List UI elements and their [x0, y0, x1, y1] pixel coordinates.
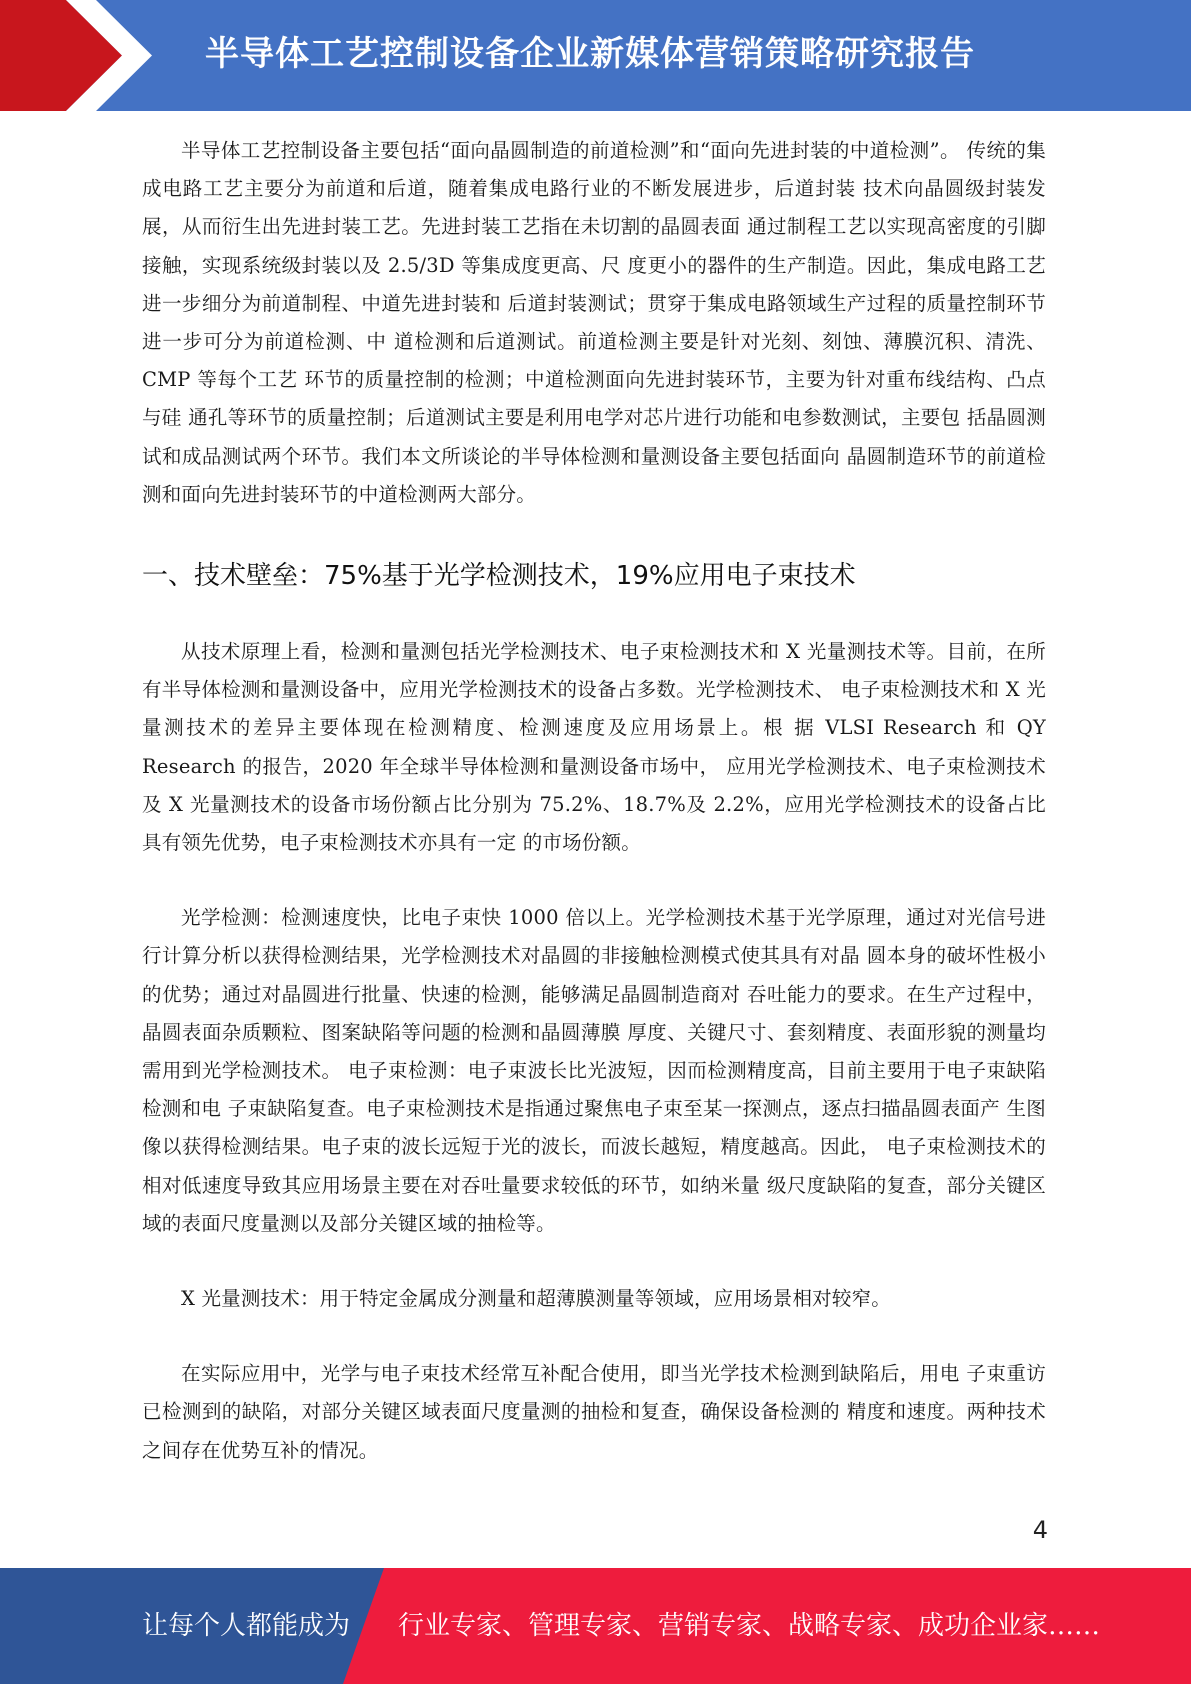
page-number: 4 [1032, 1516, 1048, 1544]
page-footer [0, 1568, 1191, 1684]
paragraph-complementary-use: 在实际应用中，光学与电子束技术经常互补配合使用，即当光学技术检测到缺陷后，用电 子束重访已检测到的缺陷，对部分关键区域表面尺度量测的抽检和复查，确保设备检测的 精度和速度。两种技术之间存在优势互补的情况。 [142, 1362, 1046, 1462]
intro-paragraph: 半导体工艺控制设备主要包括“面向晶圆制造的前道检测”和“面向先进封装的中道检测”。 传统的集成电路工艺主要分为前道和后道，随着集成电路行业的不断发展进步，后道封装 技术向晶圆级封装发展，从而衍生出先进封装工艺。先进封装工艺指在未切割的晶圆表面 通过制程工艺以实现高密度的引脚接触，实现系统级封装以及 2.5/3D 等集成度更高、尺 度更小的器件的生产制造。因此，集成电路工艺进一步细分为前道制程、中道先进封装和 后道封装测试；贯穿于集成电路领域生产过程的质量控制环节进一步可分为前道检测、中 道检测和后道测试。前道检测主要是针对光刻、刻蚀、薄膜沉积、清洗、CMP 等每个工艺 环节的质量控制的检测；中道检测面向先进封装环节，主要为针对重布线结构、凸点与硅 通孔等环节的质量控制；后道测试主要是利用电学对芯片进行功能和电参数测试，主要包 括晶圆测试和成品测试两个环节。我们本文所谈论的半导体检测和量测设备主要包括面向 晶圆制造环节的前道检测和面向先进封装环节的中道检测两大部分。 [142, 139, 1046, 506]
document-title: 半导体工艺控制设备企业新媒体营销策略研究报告 [205, 34, 975, 74]
paragraph-technology-principle: 从技术原理上看，检测和量测包括光学检测技术、电子束检测技术和 X 光量测技术等。目前，在所有半导体检测和量测设备中，应用光学检测技术的设备占多数。光学检测技术、 电子束检测技术和 X 光量测技术的差异主要体现在检测精度、检测速度及应用场景上。根 据 VLSI Research 和 QY Research 的报告，2020 年全球半导体检测和量测设备市场中， 应用光学检测技术、电子束检测技术及 X 光量测技术的设备市场份额占比分别为 75.2%、18.7%及 2.2%，应用光学检测技术的设备占比具有领先优势，电子束检测技术亦具有一定 的市场份额。 [142, 640, 1046, 855]
document-body [142, 132, 1046, 1470]
page-header [0, 0, 1191, 111]
section-heading: 一、技术壁垒：75%基于光学检测技术，19%应用电子束技术 [142, 561, 856, 592]
paragraph-optical-ebeam: 光学检测：检测速度快，比电子束快 1000 倍以上。光学检测技术基于光学原理，通过对光信号进行计算分析以获得检测结果，光学检测技术对晶圆的非接触检测模式使其具有对晶 圆本身的破坏性极小的优势；通过对晶圆进行批量、快速的检测，能够满足晶圆制造商对 吞吐能力的要求。在生产过程中，晶圆表面杂质颗粒、图案缺陷等问题的检测和晶圆薄膜 厚度、关键尺寸、套刻精度、表面形貌的测量均需用到光学检测技术。 电子束检测：电子束波长比光波短，因而检测精度高，目前主要用于电子束缺陷检测和电 子束缺陷复查。电子束检测技术是指通过聚焦电子束至某一探测点，逐点扫描晶圆表面产 生图像以获得检测结果。电子束的波长远短于光的波长，而波长越短，精度越高。因此， 电子束检测技术的相对低速度导致其应用场景主要在对吞吐量要求较低的环节，如纳米量 级尺度缺陷的复查，部分关键区域的表面尺度量测以及部分关键区域的抽检等。 [142, 906, 1046, 1235]
footer-slogan-left: 让每个人都能成为 [142, 1611, 351, 1641]
paragraph-xray: X 光量测技术：用于特定金属成分测量和超薄膜测量等领域，应用场景相对较窄。 [181, 1287, 891, 1311]
footer-slogan-right: 行业专家、管理专家、营销专家、战略专家、成功企业家…… [398, 1611, 1101, 1641]
